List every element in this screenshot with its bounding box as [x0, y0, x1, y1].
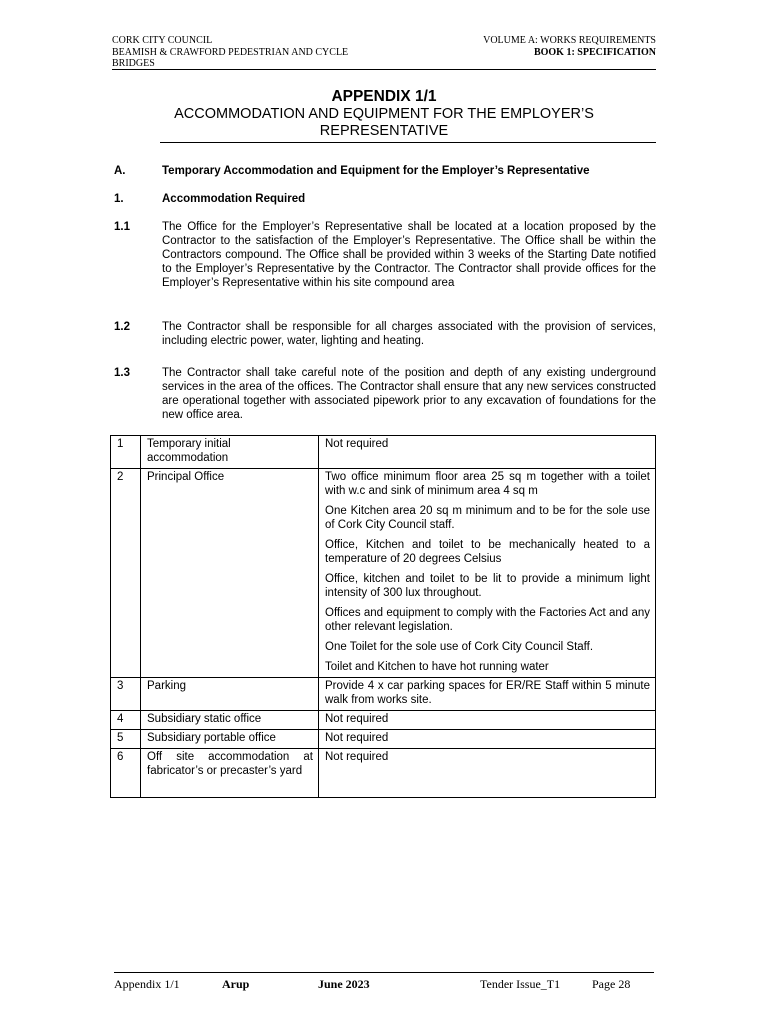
row-requirements — [319, 749, 656, 798]
footer-date: June 2023 — [318, 977, 370, 991]
table-row — [111, 436, 656, 469]
row-requirements — [319, 730, 656, 749]
requirement-text: Not required — [325, 732, 389, 744]
subsection-title: Accommodation Required — [162, 193, 306, 205]
row-number: 2 — [111, 469, 141, 678]
page-header — [112, 35, 656, 70]
requirement-text: Provide 4 x car parking spaces for ER/RE Staff within 5 minute walk from works site. — [325, 680, 650, 706]
requirement-text: Office, Kitchen and toilet to be mechanically heated to a temperature of 20 degrees Celsius — [325, 539, 650, 565]
header-client: CORK CITY COUNCIL — [112, 35, 213, 46]
clause-number: 1.1 — [114, 221, 130, 233]
page-subtitle-line2: REPRESENTATIVE — [319, 122, 449, 139]
header-project-line1: BEAMISH & CRAWFORD PEDESTRIAN AND CYCLE — [112, 46, 349, 58]
footer-page-number: Page 28 — [592, 977, 631, 991]
footer-issue: Tender Issue_T1 — [480, 977, 561, 991]
requirement-text: Not required — [325, 438, 389, 450]
subsection-heading — [114, 192, 656, 206]
requirement-text: Not required — [325, 751, 389, 763]
table-row — [111, 469, 656, 678]
clause-text: The Contractor shall take careful note of the position and depth of any existing underground services in the area of the offices. The Contractor shall ensure that any new services constructed are operational together with associated pipework prior to any excavation of foundations for the new office area. — [162, 367, 656, 421]
section-letter: A. — [114, 165, 126, 177]
header-left — [112, 35, 348, 70]
subsection-number: 1. — [114, 193, 124, 205]
requirement-text: Offices and equipment to comply with the Factories Act and any other relevant legislation. — [325, 607, 650, 633]
clause-1-2 — [114, 320, 656, 348]
header-right — [483, 35, 656, 58]
clause-number: 1.2 — [114, 321, 130, 333]
section-title: Temporary Accommodation and Equipment for the Employer’s Representative — [162, 165, 590, 177]
table-row — [111, 678, 656, 711]
clause-text: The Contractor shall be responsible for all charges associated with the provision of services, including electric power, water, lighting and heating. — [162, 321, 656, 347]
header-book: BOOK 1: SPECIFICATION — [533, 46, 656, 58]
accommodation-requirements-table — [110, 435, 656, 798]
row-item: Temporary initial accommodation — [141, 436, 319, 469]
row-requirements — [319, 711, 656, 730]
requirement-text: Not required — [325, 713, 389, 725]
requirement-text: One Kitchen area 20 sq m minimum and to be for the sole use of Cork City Council staff. — [325, 505, 650, 531]
header-volume: VOLUME A: WORKS REQUIREMENTS — [483, 35, 656, 46]
page-title: APPENDIX 1/1 — [331, 88, 437, 105]
footer-appendix: Appendix 1/1 — [114, 977, 180, 991]
table-row — [111, 749, 656, 798]
row-item: Principal Office — [141, 469, 319, 678]
requirement-text: One Toilet for the sole use of Cork City Council Staff. — [325, 641, 594, 653]
row-number: 4 — [111, 711, 141, 730]
requirement-text: Toilet and Kitchen to have hot running water — [325, 661, 549, 673]
title-divider — [160, 142, 656, 143]
row-number: 3 — [111, 678, 141, 711]
section-heading — [114, 164, 656, 178]
row-item: Off site accommodation at fabricator’s or precaster’s yard — [141, 749, 319, 798]
clause-number: 1.3 — [114, 367, 130, 379]
row-requirements — [319, 678, 656, 711]
requirement-text: Two office minimum floor area 25 sq m together with a toilet with w.c and sink of minimum area 4 sq m — [325, 471, 650, 497]
clause-1-1 — [114, 220, 656, 290]
row-requirements — [319, 436, 656, 469]
clause-text: The Office for the Employer’s Representative shall be located at a location proposed by the Contractor to the satisfaction of the Employer’s Representative. The Office shall be within the Contractors compound. The Office shall be provided within 3 weeks of the Starting Date notified to the Employer’s Representative by the Contractor. The Contractor shall provide offices for the Employer’s Representative within his site compound area — [162, 221, 656, 289]
requirement-text: Office, kitchen and toilet to be lit to provide a minimum light intensity of 300 lux throughout. — [325, 573, 650, 599]
row-number: 6 — [111, 749, 141, 798]
row-item: Subsidiary portable office — [141, 730, 319, 749]
row-item: Parking — [141, 678, 319, 711]
row-item: Subsidiary static office — [141, 711, 319, 730]
title-block — [112, 88, 656, 139]
row-requirements — [319, 469, 656, 678]
footer-company: Arup — [222, 977, 250, 991]
table-row — [111, 730, 656, 749]
table-row — [111, 711, 656, 730]
row-number: 1 — [111, 436, 141, 469]
header-project-line2: BRIDGES — [112, 58, 155, 69]
row-number: 5 — [111, 730, 141, 749]
page-footer — [114, 972, 654, 992]
page-subtitle-line1: ACCOMMODATION AND EQUIPMENT FOR THE EMPLOYER’S — [174, 106, 594, 122]
clause-1-3 — [114, 366, 656, 422]
